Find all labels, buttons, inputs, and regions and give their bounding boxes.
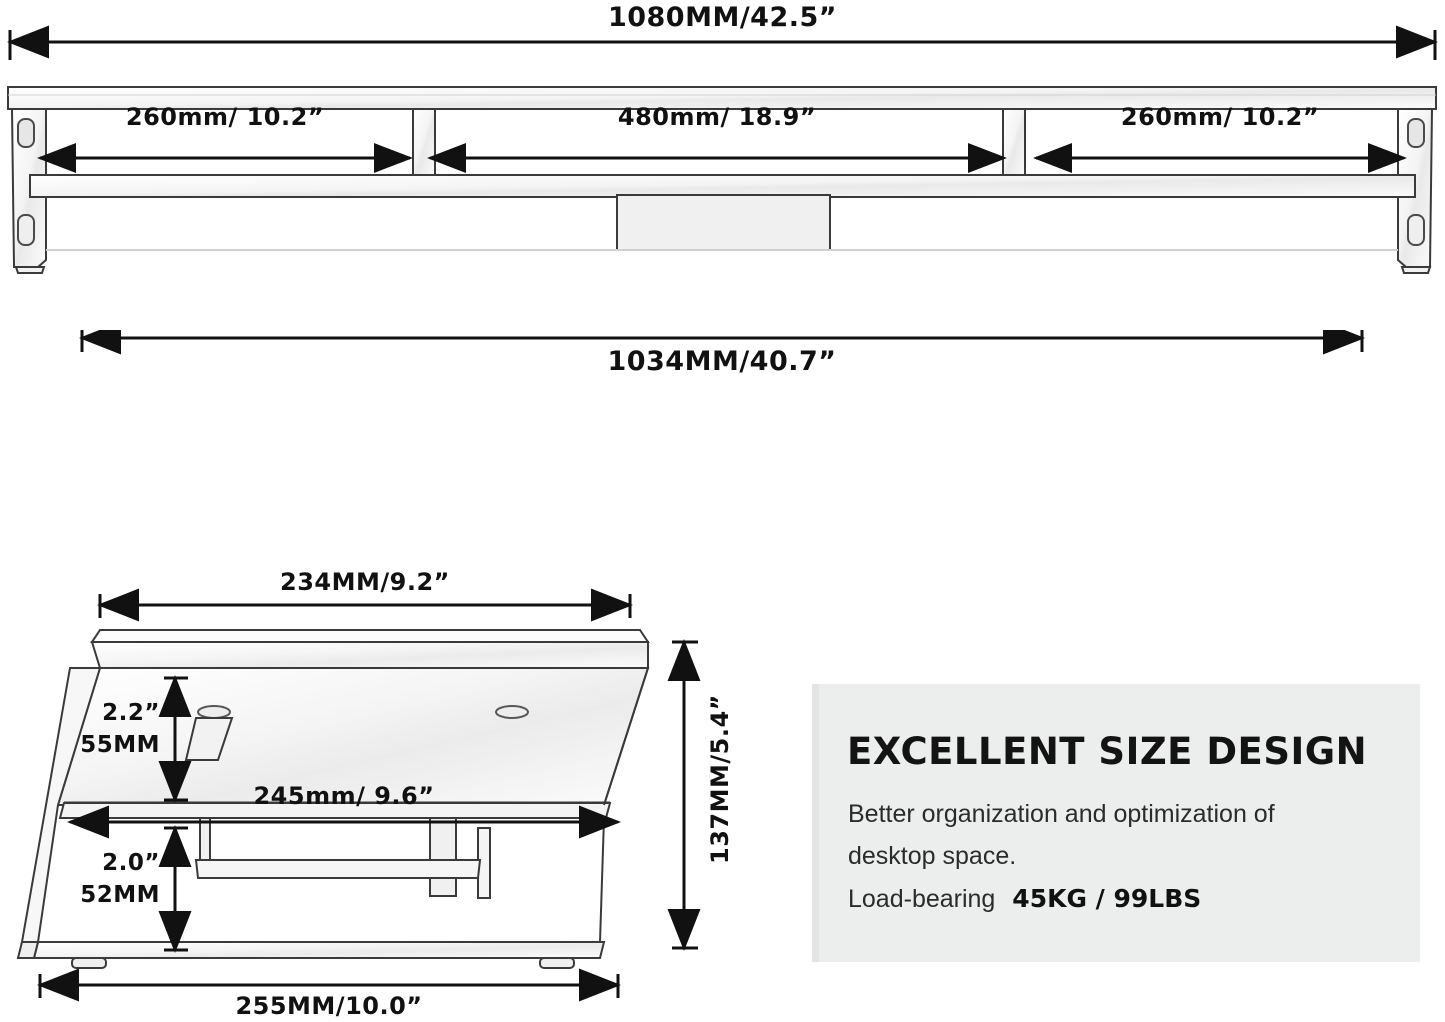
side-total-height-label: 137MM/5.4”	[706, 694, 734, 864]
segment-3-label: 260mm/ 10.2”	[1120, 103, 1320, 131]
front-overall-dimension	[0, 0, 1445, 70]
side-bottom-depth-label: 255MM/10.0”	[235, 992, 423, 1020]
lower-clearance-mm-label: 52MM	[80, 882, 160, 908]
side-middle-depth-label: 245mm/ 9.6”	[253, 782, 435, 810]
panel-title: EXCELLENT SIZE DESIGN	[847, 730, 1368, 773]
load-bearing-label: Load-bearing	[848, 885, 996, 913]
front-segment-dimensions	[0, 103, 1445, 183]
segment-1-label: 260mm/ 10.2”	[125, 103, 325, 131]
upper-clearance-inch-label: 2.2”	[102, 700, 160, 726]
panel-line-2: desktop space.	[848, 842, 1017, 870]
front-inner-dimension	[0, 330, 1445, 390]
side-top-depth-label: 234MM/9.2”	[280, 568, 450, 596]
side-view-drawing	[0, 560, 760, 1022]
load-bearing-value: 45KG / 99LBS	[1012, 884, 1202, 913]
panel-accent-bar	[812, 684, 819, 962]
inner-width-label: 1034MM/40.7”	[607, 346, 837, 377]
lower-clearance-inch-label: 2.0”	[102, 850, 160, 876]
upper-clearance-mm-label: 55MM	[80, 732, 160, 758]
panel-line-3	[848, 884, 1201, 914]
panel-line-1: Better organization and optimization of	[848, 800, 1275, 828]
excellent-size-design-panel	[812, 684, 1420, 962]
segment-2-label: 480mm/ 18.9”	[617, 103, 817, 131]
overall-width-label: 1080MM/42.5”	[607, 2, 838, 33]
